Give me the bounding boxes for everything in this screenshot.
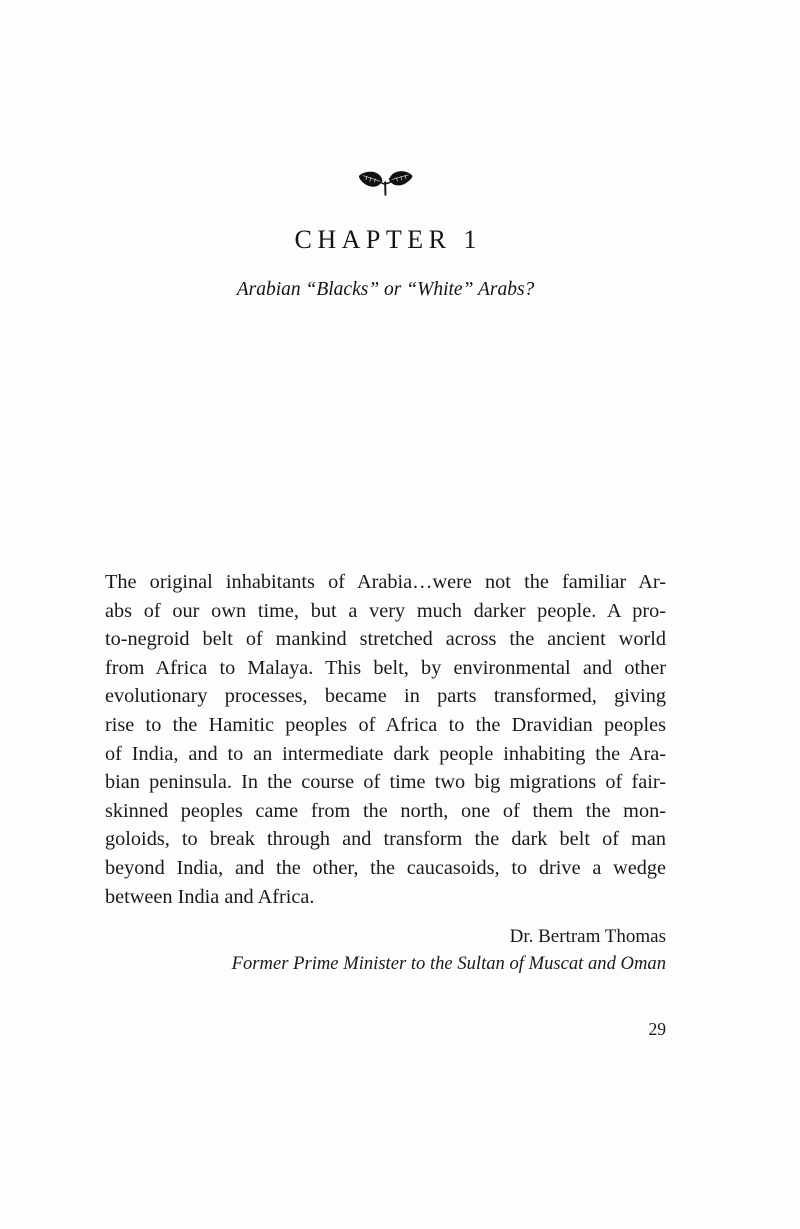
epigraph-line: beyond India, and the other, the caucasoids, to drive a wedge: [105, 856, 666, 879]
epigraph-line: from Africa to Malaya. This belt, by environmental and other: [105, 656, 666, 679]
leaf-pair-ornament-icon: [358, 170, 414, 200]
chapter-opener: [105, 170, 666, 301]
epigraph-block: [105, 568, 666, 977]
epigraph-line: skinned peoples came from the north, one of them the mon-: [105, 799, 666, 822]
epigraph-line: of India, and to an intermediate dark people inhabiting the Ara-: [105, 742, 666, 765]
epigraph-line: rise to the Hamitic peoples of Africa to the Dravidian peoples: [105, 713, 666, 736]
attribution-role: Former Prime Minister to the Sultan of Muscat and Oman: [231, 953, 666, 975]
epigraph-line: evolutionary processes, became in parts transformed, giving: [105, 685, 666, 708]
page-number: 29: [648, 1019, 666, 1039]
epigraph-line: bian peninsula. In the course of time two big migrations of fair-: [105, 771, 666, 794]
page-title: CHAPTER 1: [294, 225, 482, 254]
attribution-name: Dr. Bertram Thomas: [509, 926, 666, 948]
epigraph-line: The original inhabitants of Arabia…were not the familiar Ar-: [105, 571, 666, 593]
epigraph-text: [105, 568, 666, 911]
epigraph-line: abs of our own time, but a very much darker people. A pro-: [105, 599, 666, 622]
epigraph-line: goloids, to break through and transform the dark belt of man: [105, 828, 666, 851]
epigraph-line: between India and Africa.: [105, 885, 315, 908]
epigraph-line: to-negroid belt of mankind stretched across the ancient world: [105, 628, 666, 651]
epigraph-attribution: [105, 923, 666, 977]
chapter-subtitle: Arabian “Blacks” or “White” Arabs?: [236, 278, 535, 300]
